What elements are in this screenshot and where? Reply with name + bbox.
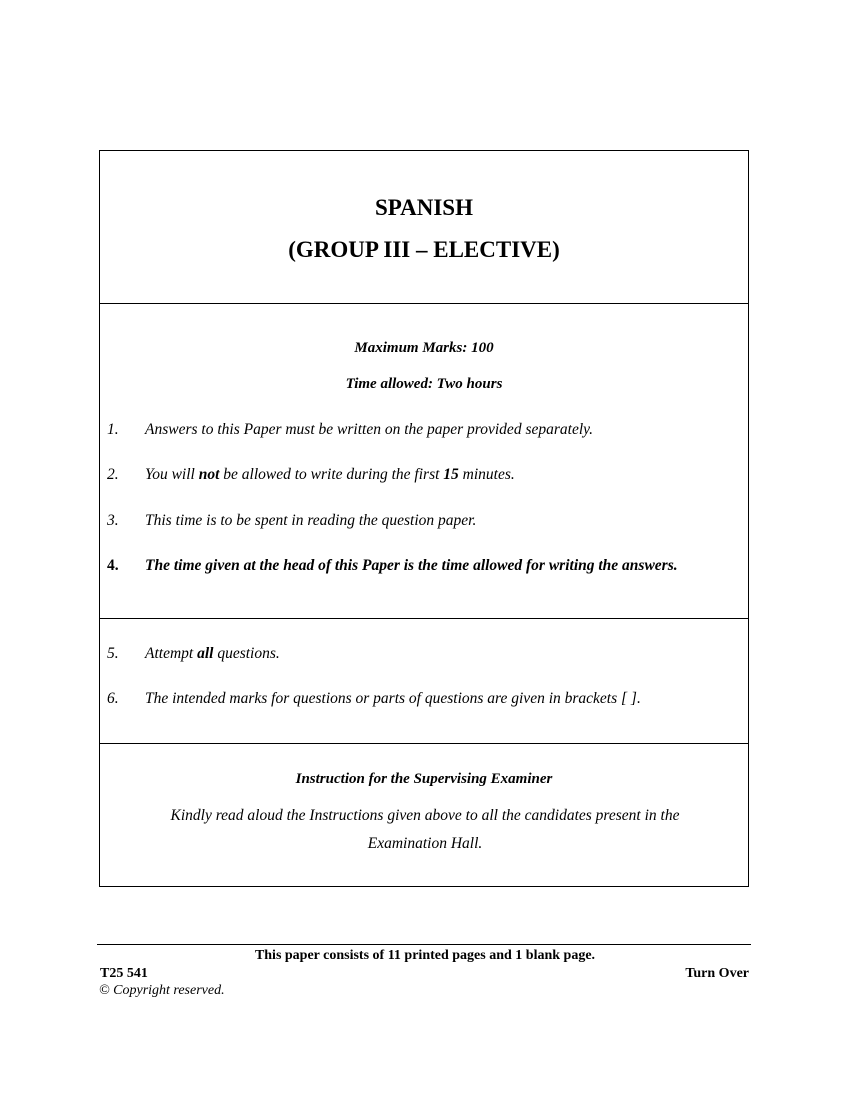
page-count-note: This paper consists of 11 printed pages and 1 blank page. — [254, 948, 596, 963]
instruction-number: 4. — [107, 557, 119, 574]
turn-over-label: Turn Over — [685, 966, 749, 981]
paper-code: T25 541 — [100, 966, 148, 981]
supervisor-text: Kindly read aloud the Instructions given above to all the candidates present in the Examination Hall. — [170, 807, 680, 852]
group-title: (GROUP III – ELECTIVE) — [288, 237, 560, 262]
max-marks: Maximum Marks: 100 — [354, 340, 494, 356]
instruction-text: Attempt all questions. — [145, 645, 280, 662]
footer-rule — [97, 944, 751, 945]
instruction-number: 2. — [107, 466, 119, 483]
instruction-text: Answers to this Paper must be written on the paper provided separately. — [145, 421, 594, 438]
instructions-box — [99, 150, 749, 887]
instruction-number: 5. — [107, 645, 119, 662]
instruction-text: The time given at the head of this Paper is the time allowed for writing the answers. — [145, 557, 678, 574]
instructions-section-2 — [100, 619, 748, 744]
time-allowed: Time allowed: Two hours — [345, 376, 503, 392]
instruction-text: This time is to be spent in reading the question paper. — [145, 512, 477, 529]
instruction-text: You will not be allowed to write during the first 15 minutes. — [145, 466, 515, 483]
subject-title: SPANISH — [375, 195, 473, 220]
supervisor-heading: Instruction for the Supervising Examiner — [295, 771, 553, 787]
instruction-text: The intended marks for questions or parts of questions are given in brackets [ ]. — [145, 690, 641, 707]
instruction-number: 6. — [107, 690, 119, 707]
title-section — [100, 151, 748, 304]
instructions-section-1 — [100, 304, 748, 619]
copyright-notice: © Copyright reserved. — [99, 983, 225, 998]
instruction-number: 3. — [107, 512, 119, 529]
supervisor-section — [100, 744, 748, 886]
instruction-number: 1. — [107, 421, 119, 438]
